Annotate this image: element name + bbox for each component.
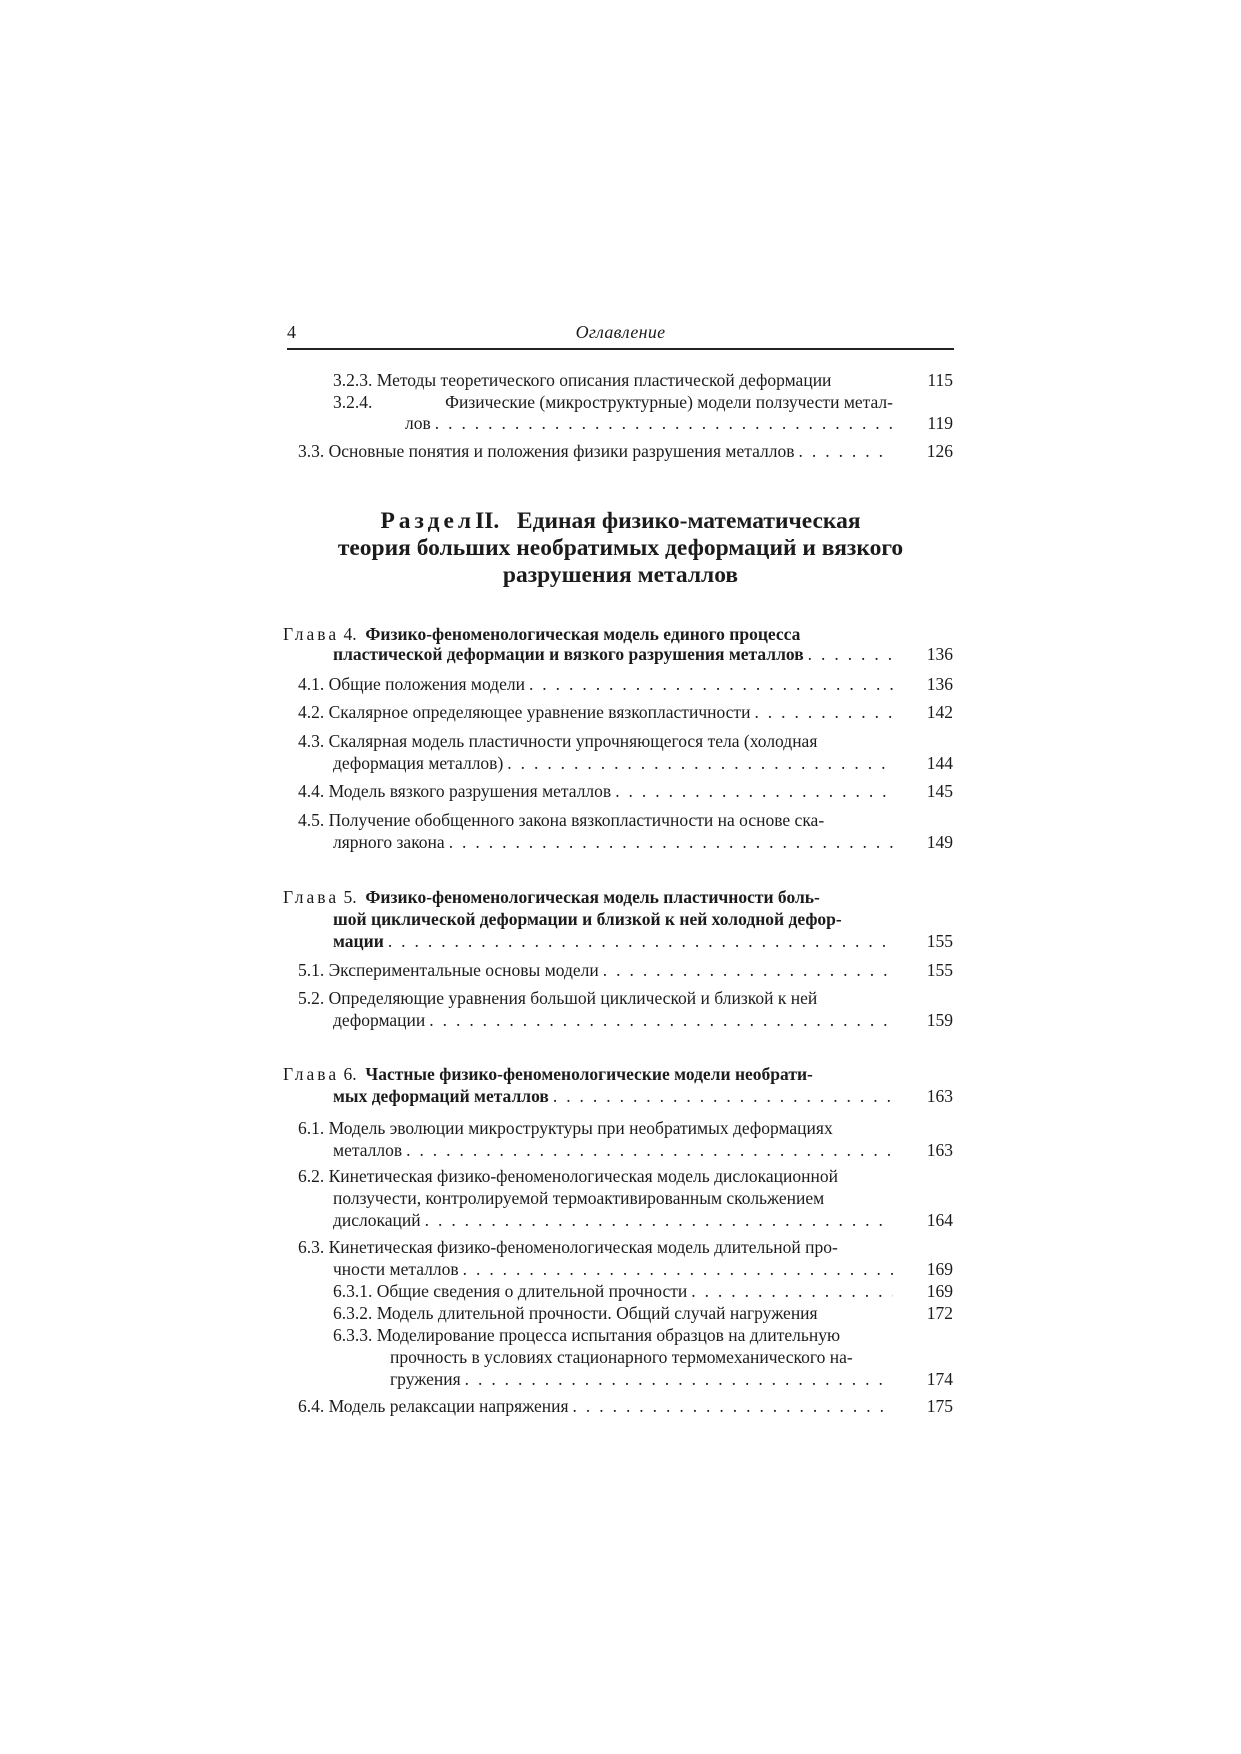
toc-entry-5-1[interactable] bbox=[298, 959, 893, 981]
entry-title: Методы теоретического описания пластической деформации bbox=[376, 370, 832, 390]
entry-title: Модель эволюции микроструктуры при необратимых деформациях bbox=[328, 1118, 833, 1138]
toc-entry-3-2-4-cont bbox=[405, 412, 893, 434]
toc-entry-6-1[interactable] bbox=[298, 1117, 893, 1139]
entry-title-cont: прочность в условиях стационарного термомеханического на- bbox=[390, 1347, 853, 1367]
toc-entry-4-5-cont bbox=[333, 831, 893, 853]
toc-entry-3-2-4[interactable] bbox=[333, 391, 893, 413]
toc-entry-4-3-cont bbox=[333, 752, 893, 774]
running-title: Оглавление bbox=[575, 322, 666, 342]
page-number: 4 bbox=[287, 322, 296, 342]
entry-number: 4.3. bbox=[298, 731, 325, 751]
entry-page: 175 bbox=[926, 1396, 953, 1416]
entry-title: Модель длительной прочности. Общий случай нагружения bbox=[376, 1303, 818, 1323]
part-title-line1: Единая физико-математическая bbox=[516, 508, 861, 534]
entry-page: 119 bbox=[927, 413, 953, 433]
chapter-title-cont: мации bbox=[333, 931, 384, 951]
entry-title-cont: лярного закона bbox=[333, 832, 445, 852]
leader-dots bbox=[425, 1009, 893, 1031]
part-heading bbox=[287, 508, 954, 589]
entry-number: 3.2.3. bbox=[333, 370, 373, 390]
toc-chapter-5-cont2 bbox=[333, 930, 893, 952]
toc-entry-4-3[interactable] bbox=[298, 730, 893, 752]
chapter-number: 4. bbox=[343, 624, 357, 644]
entry-title-cont: деформация металлов) bbox=[333, 753, 504, 773]
entry-title-cont: гружения bbox=[390, 1369, 461, 1389]
entry-title: Скалярное определяющее уравнение вязкопластичности bbox=[328, 702, 751, 722]
entry-page: 163 bbox=[926, 1140, 953, 1160]
toc-entry-6-2-cont bbox=[333, 1187, 893, 1209]
leader-dots bbox=[687, 1280, 893, 1302]
entry-number: 6.4. bbox=[298, 1396, 325, 1416]
entry-page: 174 bbox=[926, 1369, 953, 1389]
toc-entry-6-3-1[interactable] bbox=[333, 1280, 893, 1302]
entry-page: 145 bbox=[926, 781, 953, 801]
entry-number: 3.2.4. bbox=[333, 392, 373, 412]
entry-page: 144 bbox=[926, 753, 953, 773]
chapter-page: 136 bbox=[926, 644, 953, 664]
entry-number: 6.3. bbox=[298, 1237, 325, 1257]
entry-page: 172 bbox=[926, 1303, 953, 1323]
chapter-title: Физико-феноменологическая модель пластичности боль- bbox=[365, 887, 820, 907]
toc-entry-5-2[interactable] bbox=[298, 987, 893, 1009]
leader-dots bbox=[750, 701, 893, 723]
toc-entry-6-3-cont bbox=[333, 1258, 893, 1280]
chapter-title: Частные физико-феноменологические модели необрати- bbox=[365, 1064, 813, 1084]
leader-dots bbox=[402, 1139, 893, 1161]
entry-title-cont: чности металлов bbox=[333, 1259, 459, 1279]
entry-number: 4.5. bbox=[298, 810, 325, 830]
entry-title: Модель релаксации напряжения bbox=[328, 1396, 569, 1416]
entry-title-cont: дислокаций bbox=[333, 1210, 421, 1230]
entry-title: Физические (микроструктурные) модели ползучести метал- bbox=[445, 392, 893, 412]
toc-entry-6-1-cont bbox=[333, 1139, 893, 1161]
entry-title: Экспериментальные основы модели bbox=[328, 960, 599, 980]
leader-dots bbox=[611, 780, 893, 802]
toc-entry-6-3[interactable] bbox=[298, 1236, 893, 1258]
entry-title: Скалярная модель пластичности упрочняющегося тела (холодная bbox=[328, 731, 818, 751]
toc-entry-4-1[interactable] bbox=[298, 673, 893, 695]
entry-title-cont: металлов bbox=[333, 1140, 403, 1160]
leader-dots bbox=[503, 752, 893, 774]
entry-number: 6.3.2. bbox=[333, 1303, 373, 1323]
toc-chapter-5[interactable] bbox=[283, 886, 893, 908]
entry-page: 159 bbox=[926, 1010, 953, 1030]
part-title-line2: теория больших необратимых деформаций и вязкого bbox=[337, 535, 904, 561]
entry-page: 169 bbox=[926, 1259, 953, 1279]
toc-entry-4-2[interactable] bbox=[298, 701, 893, 723]
entry-page: 169 bbox=[926, 1281, 953, 1301]
leader-dots bbox=[459, 1258, 893, 1280]
toc-chapter-4-cont bbox=[333, 643, 893, 665]
entry-title-cont: ползучести, контролируемой термоактивированным скольжением bbox=[333, 1188, 825, 1208]
chapter-number: 6. bbox=[343, 1064, 357, 1084]
toc-entry-6-2[interactable] bbox=[298, 1165, 893, 1187]
entry-title: Кинетическая физико-феноменологическая модель длительной про- bbox=[328, 1237, 838, 1257]
chapter-title-cont: пластической деформации и вязкого разрушения металлов bbox=[333, 644, 804, 664]
entry-number: 5.2. bbox=[298, 988, 325, 1008]
entry-number: 6.3.3. bbox=[333, 1325, 373, 1345]
part-numeral: II. bbox=[475, 508, 500, 534]
entry-page: 126 bbox=[926, 441, 953, 461]
chapter-number: 5. bbox=[343, 887, 357, 907]
toc-chapter-4[interactable] bbox=[283, 623, 893, 645]
entry-title: Общие положения модели bbox=[328, 674, 525, 694]
leader-dots bbox=[804, 643, 893, 665]
leader-dots bbox=[384, 930, 893, 952]
chapter-label: Глава bbox=[283, 1064, 340, 1084]
entry-page: 149 bbox=[926, 832, 953, 852]
leader-dots bbox=[525, 673, 893, 695]
entry-title: Получение обобщенного закона вязкопластичности на основе ска- bbox=[328, 810, 825, 830]
entry-title: Основные понятия и положения физики разрушения металлов bbox=[328, 441, 795, 461]
chapter-page: 155 bbox=[926, 931, 953, 951]
toc-entry-5-2-cont bbox=[333, 1009, 893, 1031]
entry-number: 4.2. bbox=[298, 702, 325, 722]
entry-title: Моделирование процесса испытания образцов на длительную bbox=[376, 1325, 841, 1345]
chapter-label: Глава bbox=[283, 624, 340, 644]
toc-entry-3-3[interactable] bbox=[298, 440, 893, 462]
running-header bbox=[287, 322, 954, 350]
entry-number: 4.4. bbox=[298, 781, 325, 801]
entry-title: Кинетическая физико-феноменологическая модель дислокационной bbox=[328, 1166, 838, 1186]
chapter-title: Физико-феноменологическая модель единого процесса bbox=[365, 624, 801, 644]
toc-chapter-6[interactable] bbox=[283, 1063, 893, 1085]
part-title-line3: разрушения металлов bbox=[502, 562, 739, 588]
chapter-title-cont: мых деформаций металлов bbox=[333, 1086, 549, 1106]
chapter-label: Глава bbox=[283, 887, 340, 907]
toc-entry-6-3-3-cont bbox=[390, 1346, 893, 1368]
leader-dots bbox=[599, 959, 893, 981]
leader-dots bbox=[421, 1209, 893, 1231]
entry-page: 142 bbox=[926, 702, 953, 722]
toc-entry-3-2-3[interactable] bbox=[333, 369, 893, 391]
part-label: Раздел bbox=[380, 508, 476, 534]
entry-page: 164 bbox=[926, 1210, 953, 1230]
leader-dots bbox=[569, 1395, 893, 1417]
leader-dots bbox=[461, 1368, 893, 1390]
chapter-page: 163 bbox=[926, 1086, 953, 1106]
leader-dots bbox=[445, 831, 893, 853]
entry-number: 5.1. bbox=[298, 960, 325, 980]
chapter-title-cont: шой циклической деформации и близкой к ней холодной дефор- bbox=[333, 909, 842, 929]
entry-page: 115 bbox=[927, 370, 953, 390]
toc-entry-4-5[interactable] bbox=[298, 809, 893, 831]
entry-number: 3.3. bbox=[298, 441, 325, 461]
toc-entry-6-2-cont2 bbox=[333, 1209, 893, 1231]
leader-dots bbox=[795, 440, 893, 462]
leader-dots bbox=[431, 412, 893, 434]
leader-dots bbox=[549, 1085, 893, 1107]
entry-number: 6.2. bbox=[298, 1166, 325, 1186]
entry-title: Определяющие уравнения большой циклической и близкой к ней bbox=[328, 988, 818, 1008]
entry-number: 6.1. bbox=[298, 1118, 325, 1138]
entry-page: 155 bbox=[926, 960, 953, 980]
entry-number: 6.3.1. bbox=[333, 1281, 373, 1301]
entry-title: Общие сведения о длительной прочности bbox=[376, 1281, 688, 1301]
entry-page: 136 bbox=[926, 674, 953, 694]
toc-chapter-5-cont bbox=[333, 908, 893, 930]
entry-title-cont: деформации bbox=[333, 1010, 426, 1030]
entry-title: Модель вязкого разрушения металлов bbox=[328, 781, 612, 801]
toc-entry-6-3-3-cont2 bbox=[390, 1368, 893, 1390]
toc-entry-4-4[interactable] bbox=[298, 780, 893, 802]
toc-chapter-6-cont bbox=[333, 1085, 893, 1107]
toc-entry-6-3-3[interactable] bbox=[333, 1324, 893, 1346]
entry-title-cont: лов bbox=[405, 413, 431, 433]
toc-entry-6-3-2[interactable] bbox=[333, 1302, 893, 1324]
toc-entry-6-4[interactable] bbox=[298, 1395, 893, 1417]
entry-number: 4.1. bbox=[298, 674, 325, 694]
